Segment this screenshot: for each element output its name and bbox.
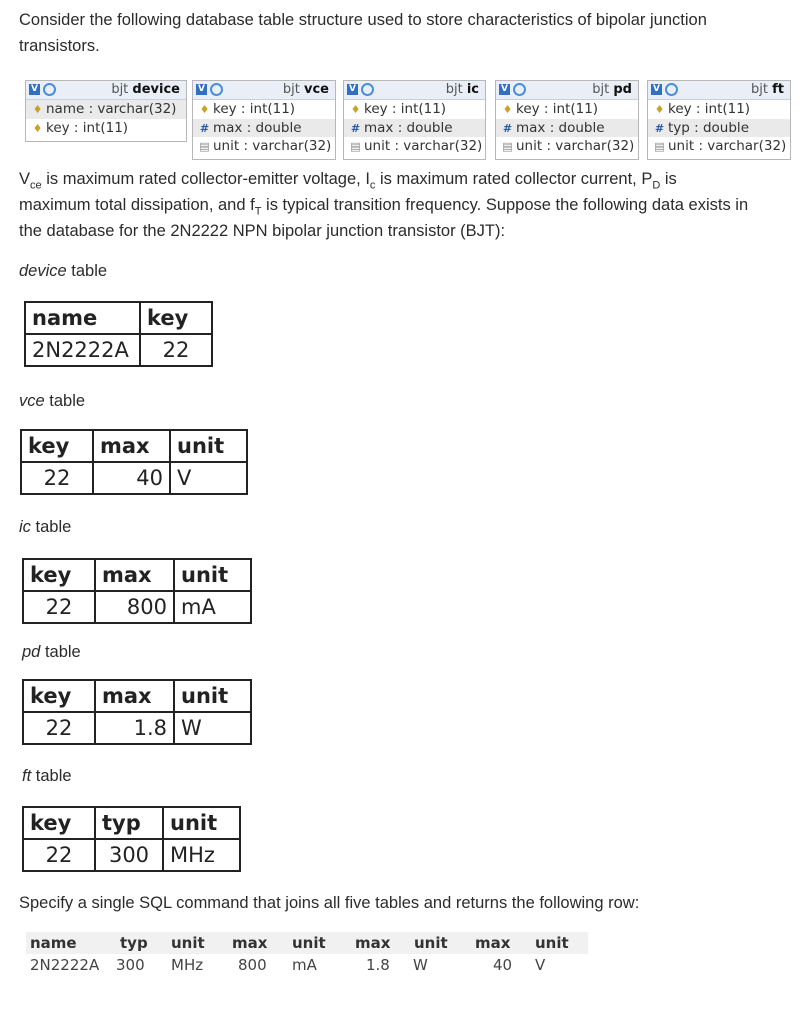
vce-table: key max unit 22 40 V <box>20 429 248 495</box>
view-icon: V <box>29 84 40 95</box>
text-field-icon: ▤ <box>654 140 665 153</box>
instruction-text: Specify a single SQL command that joins all five tables and returns the following row: <box>19 894 640 912</box>
ic-table-label: ic table <box>19 518 72 536</box>
pd-table-label: pd table <box>22 643 81 661</box>
key-icon: ♦ <box>199 103 210 116</box>
ft-table-label: ft table <box>22 767 72 785</box>
intro-line-2: transistors. <box>19 37 100 55</box>
schema-table-vce[interactable]: V bjt vce ♦ key : int(11) # max : double ▤ unit : varchar(32) <box>192 80 336 160</box>
device-table-label: device table <box>19 262 108 280</box>
vce-table-label: vce table <box>19 392 86 410</box>
description-line-1: $V_{ce}$ is maximum rated collector-emitter voltage, $I_c$ is maximum rated collector current, $P_D$ is <box>19 170 677 192</box>
numeric-field-icon: # <box>350 121 361 135</box>
key-icon: ♦ <box>654 103 665 116</box>
primary-key-icon: ♦ <box>32 121 43 135</box>
ic-table: key max unit 22 800 mA <box>22 558 252 624</box>
gear-icon <box>210 83 223 96</box>
description-line-3: the database for the 2N2222 NPN bipolar junction transistor (BJT): <box>19 222 506 240</box>
numeric-field-icon: # <box>199 121 210 135</box>
numeric-field-icon: # <box>502 121 513 135</box>
schema-table-device[interactable]: V bjt device ♦ name : varchar(32) ♦ key : int(11) <box>25 80 187 142</box>
key-icon: ♦ <box>350 103 361 116</box>
schema-table-pd[interactable]: V bjt pd ♦ key : int(11) # max : double ▤ unit : varchar(32) <box>495 80 639 160</box>
gear-icon <box>665 83 678 96</box>
numeric-field-icon: # <box>654 121 665 135</box>
ft-table: key typ unit 22 300 MHz <box>22 806 241 872</box>
primary-key-icon: ♦ <box>32 103 43 116</box>
text-field-icon: ▤ <box>502 140 513 153</box>
pd-table: key max unit 22 1.8 W <box>22 679 252 745</box>
view-icon: V <box>499 84 510 95</box>
text-field-icon: ▤ <box>350 140 361 153</box>
text-field-icon: ▤ <box>199 140 210 153</box>
gear-icon <box>43 83 56 96</box>
view-icon: V <box>196 84 207 95</box>
gear-icon <box>513 83 526 96</box>
description-line-2: maximum total dissipation, and $f_T$ is typical transition frequency. Suppose the following data exists in <box>19 196 749 218</box>
key-icon: ♦ <box>502 103 513 116</box>
view-icon: V <box>651 84 662 95</box>
intro-line-1: Consider the following database table structure used to store characteristics of bipolar junction <box>19 11 707 29</box>
device-table: name key 2N2222A 22 <box>24 301 213 367</box>
schema-table-ft[interactable]: V bjt ft ♦ key : int(11) # typ : double ▤ unit : varchar(32) <box>647 80 791 160</box>
schema-table-ic[interactable]: V bjt ic ♦ key : int(11) # max : double ▤ unit : varchar(32) <box>343 80 486 160</box>
view-icon: V <box>347 84 358 95</box>
result-header: name typ unit max unit max unit max unit <box>26 932 588 954</box>
result-values: 2N2222A 300 MHz 800 mA 1.8 W 40 V <box>30 956 546 974</box>
gear-icon <box>361 83 374 96</box>
result-row <box>26 932 588 976</box>
